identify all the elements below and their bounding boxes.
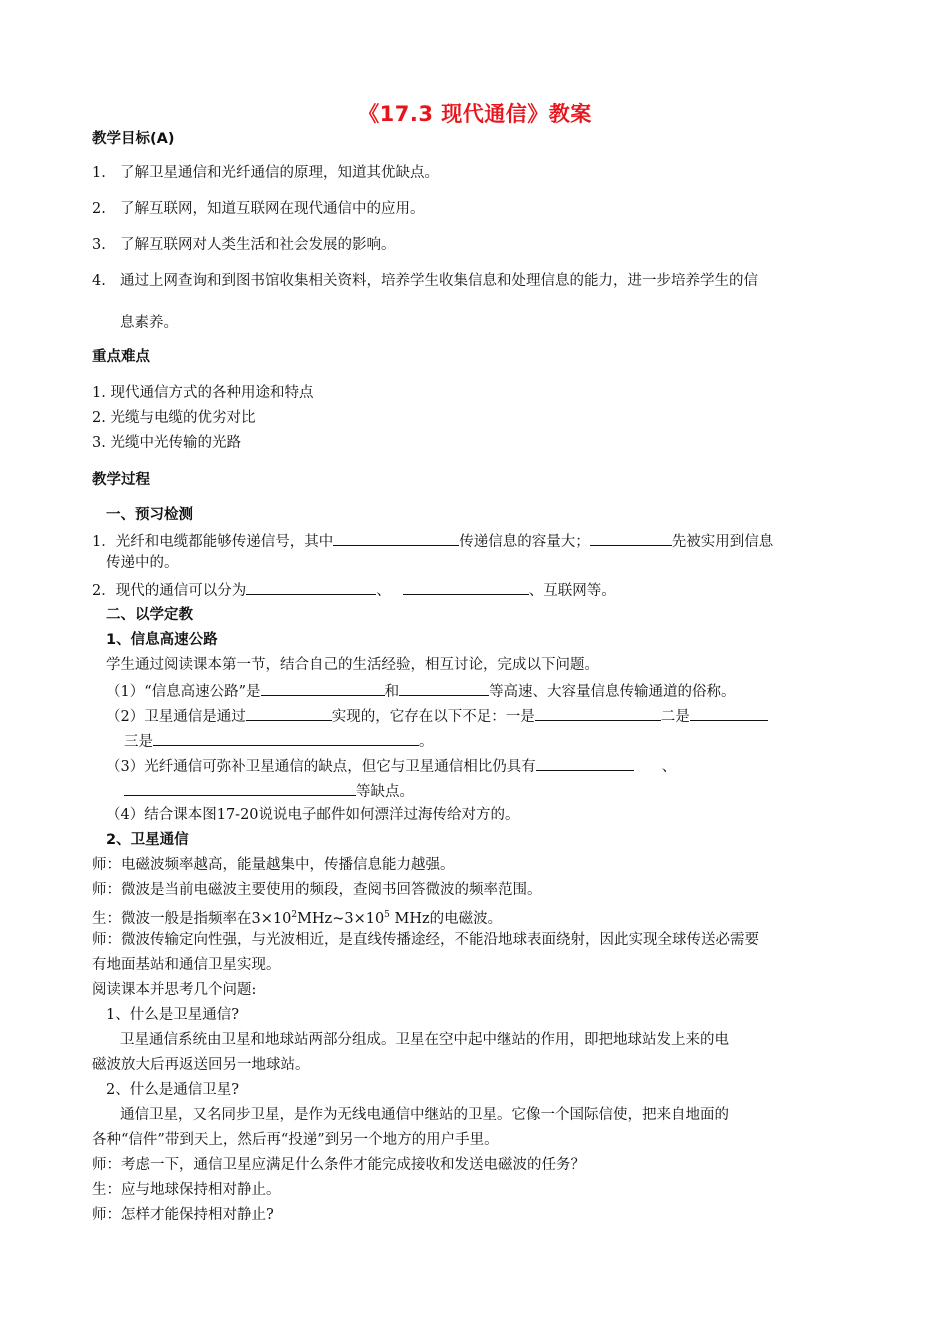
subsection-satellite: 2、卫星通信 [106, 832, 189, 848]
question-text: 二是 [660, 709, 690, 725]
answer-blank [261, 681, 385, 696]
answer-blank [399, 681, 489, 696]
question-text: （2）卫星通信是通过 [106, 709, 246, 725]
dialogue-line: 师：电磁波频率越高，能量越集中，传播信息能力越强。 [92, 857, 455, 873]
objective-item-1 [92, 164, 439, 182]
fill-question-1 [106, 681, 736, 701]
question-text: 等高速、大容量信息传输通道的俗称。 [489, 684, 736, 700]
process-heading: 教学过程 [92, 472, 150, 488]
question-text: 、互联网等。 [528, 583, 616, 599]
objective-num: 2. [92, 201, 106, 217]
key-point-item-2: 2. 光缆与电缆的优劣对比 [92, 410, 256, 426]
dialogue-line: 有地面基站和通信卫星实现。 [92, 957, 281, 973]
key-points-heading: 重点难点 [92, 349, 150, 365]
objective-text: 通过上网查询和到图书馆收集相关资料，培养学生收集信息和处理信息的能力，进一步培养学生的信 [120, 273, 758, 289]
document-title: 《17.3 现代通信》教案 [358, 102, 592, 126]
question-text: 三是 [124, 734, 153, 750]
answer-blank [246, 706, 332, 721]
fill-question-2 [106, 706, 768, 726]
answer-blank [333, 531, 459, 546]
dialogue-line: 师：微波传输定向性强，与光波相近，是直线传播途经，不能沿地球表面绕射，因此实现全球传送必需要 [92, 932, 759, 948]
question-text: 1．光纤和电缆都能够传递信号，其中 [92, 534, 334, 550]
key-point-item-3: 3. 光缆中光传输的光路 [92, 435, 241, 451]
answer-blank [246, 580, 376, 595]
question-1-line [92, 531, 773, 551]
dialogue-line: 师：微波是当前电磁波主要使用的频段，查阅书回答微波的频率范围。 [92, 882, 542, 898]
answer-blank [690, 706, 768, 721]
dialogue-line: 师：怎样才能保持相对静止? [92, 1207, 274, 1223]
dialogue-line-frequency: 生：微波一般是指频率在$3\times 10^2MHz\sim 3\times 10^5$ MHz的电磁波。 [92, 910, 503, 927]
objective-num: 1. [92, 165, 106, 181]
fill-question-3 [106, 756, 676, 776]
reading-prompt: 阅读课本并思考几个问题: [92, 982, 257, 998]
section-preview-check: 一、预习检测 [106, 507, 193, 523]
answer-blank [590, 531, 672, 546]
discussion-question-4: （4）结合课本图17-20说说电子邮件如何漂洋过海传给对方的。 [106, 807, 520, 823]
question-text: （3）光纤通信可弥补卫星通信的缺点，但它与卫星通信相比仍具有 [106, 759, 536, 775]
objective-item-4-continuation: 息素养。 [120, 315, 178, 331]
answer-blank [403, 580, 529, 595]
answer-paragraph: 通信卫星，又名同步卫星，是作为无线电通信中继站的卫星。它像一个国际信使，把来自地面的 [120, 1107, 729, 1123]
question-text: 和 [384, 684, 400, 700]
objective-item-2 [92, 200, 425, 218]
question-text: 、 [376, 583, 391, 599]
answer-blank [124, 781, 356, 796]
reading-question-2: 2、什么是通信卫星? [106, 1082, 239, 1098]
answer-blank [536, 756, 634, 771]
question-text: 先被实用到信息 [671, 534, 774, 550]
key-point-item-1: 1. 现代通信方式的各种用途和特点 [92, 385, 314, 401]
answer-blank [153, 731, 419, 746]
objective-item-4 [92, 272, 758, 290]
objective-text: 了解互联网，知道互联网在现代通信中的应用。 [120, 201, 425, 217]
question-2-line [92, 580, 616, 600]
dialogue-line: 生：应与地球保持相对静止。 [92, 1182, 281, 1198]
objective-num: 4. [92, 273, 106, 289]
question-1-continuation: 传递中的。 [106, 555, 179, 571]
question-text: （1）“信息高速公路”是 [106, 684, 261, 700]
fill-question-2-continuation [124, 731, 434, 751]
question-text: 等缺点。 [356, 784, 414, 800]
dialogue-line: 师：考虑一下，通信卫星应满足什么条件才能完成接收和发送电磁波的任务？ [92, 1157, 585, 1173]
answer-paragraph: 各种“信件”带到天上，然后再“投递”到另一个地方的用户手里。 [92, 1132, 499, 1148]
answer-paragraph: 磁波放大后再返送回另一地球站。 [92, 1057, 310, 1073]
objective-num: 3. [92, 237, 106, 253]
question-text: 、 [661, 759, 677, 775]
question-text: 传递信息的容量大； [459, 534, 590, 550]
subsection-info-highway: 1、信息高速公路 [106, 632, 218, 648]
answer-paragraph: 卫星通信系统由卫星和地球站两部分组成。卫星在空中起中继站的作用，即把地球站发上来的电 [120, 1032, 729, 1048]
section-teach-by-learning: 二、以学定教 [106, 607, 193, 623]
objective-text: 了解卫星通信和光纤通信的原理，知道其优缺点。 [120, 165, 439, 181]
question-text: 2．现代的通信可以分为 [92, 583, 247, 599]
reading-question-1: 1、什么是卫星通信? [106, 1007, 239, 1023]
objective-text: 了解互联网对人类生活和社会发展的影响。 [120, 237, 396, 253]
objective-item-3 [92, 236, 396, 254]
fill-question-3-continuation [124, 781, 414, 801]
answer-blank [535, 706, 661, 721]
objectives-heading: 教学目标(A) [92, 131, 175, 147]
question-text: 。 [419, 734, 434, 750]
question-text: 实现的，它存在以下不足：一是 [331, 709, 535, 725]
intro-text: 学生通过阅读课本第一节，结合自己的生活经验，相互讨论，完成以下问题。 [106, 657, 599, 673]
